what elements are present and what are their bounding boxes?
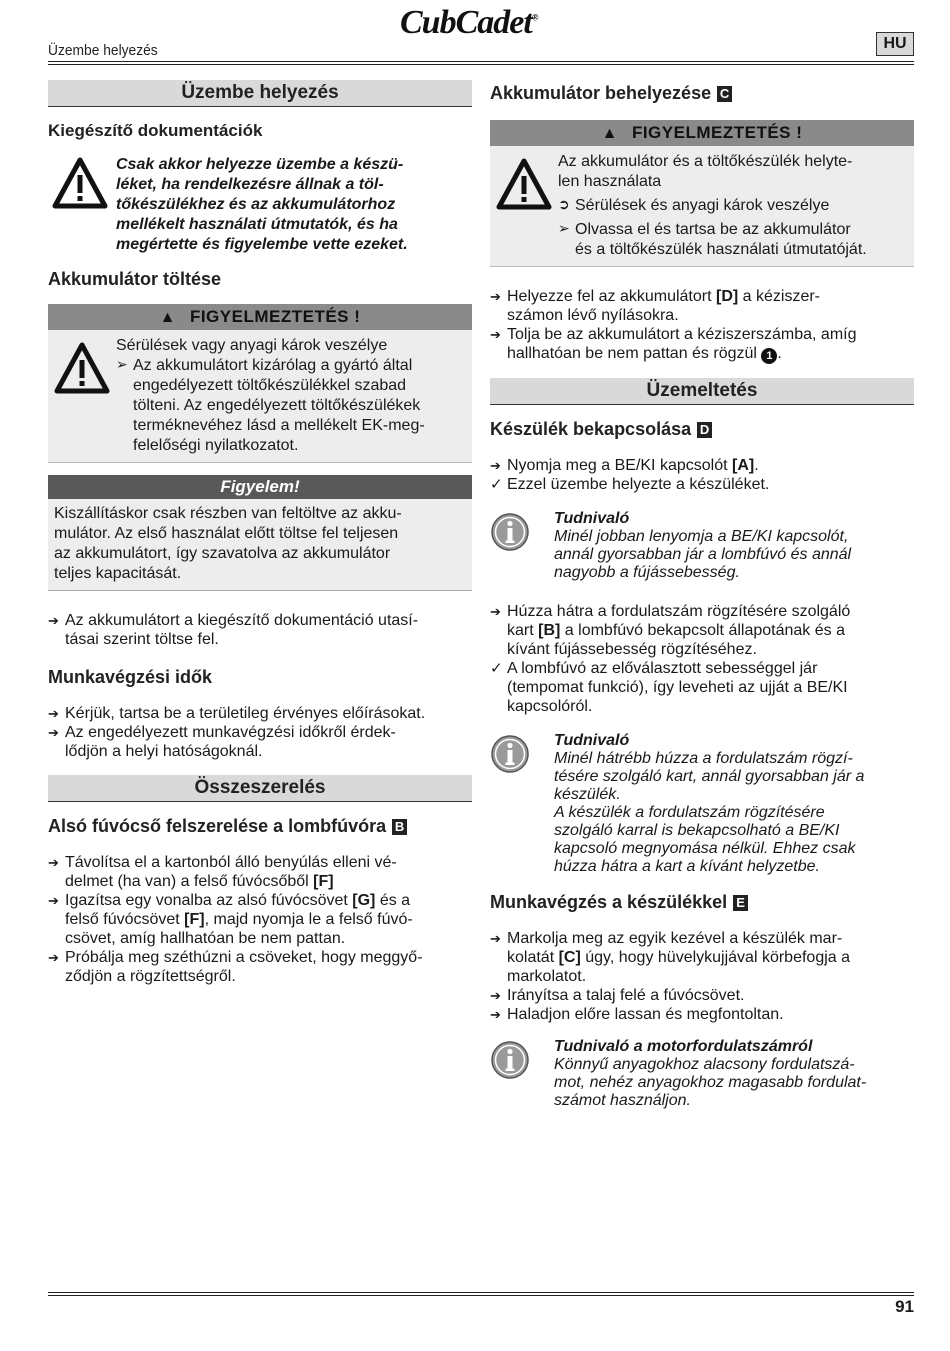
beh-s1-a: Helyezze fel az akkumulátort	[507, 288, 716, 305]
bekap-title	[490, 419, 914, 440]
attention-body	[48, 499, 472, 591]
kieg-line-4: mellékelt használati útmutatók, és ha	[116, 216, 398, 233]
warn1-sub-3: tölteni. Az engedélyezett töltőkészülékek	[133, 397, 421, 414]
kieg-line-5: megértette és figyelembe vette ezeket.	[116, 236, 408, 253]
bekap-s2-b: kart	[507, 622, 539, 639]
check-icon: ✓	[490, 660, 503, 677]
arrow-icon: ➔	[48, 706, 59, 721]
arrow-icon: ➔	[48, 950, 59, 965]
also-s2-ref-g: [G]	[352, 892, 376, 909]
bekap-r2-line-2: (tempomat funkció), így leveheti az ujját a BE/KI	[507, 679, 848, 696]
warn2-danger: Sérülések és anyagi károk veszélye	[575, 197, 830, 214]
bekap-s2-line-2	[507, 621, 914, 640]
also-title-text: Alsó fúvócső felszerelése a lombfúvóra	[48, 816, 387, 836]
info-icon	[490, 512, 530, 552]
bekap-s1	[507, 456, 914, 475]
note-1-line-2: annál gyorsabban jár a lombfúvó és annál	[554, 546, 852, 563]
arrow-icon: ➔	[48, 893, 59, 908]
kieg-title: Kiegészítő dokumentációk	[48, 121, 263, 140]
running-header: Üzembe helyezés	[48, 42, 158, 59]
warning-box-1	[48, 304, 472, 463]
warning-body	[48, 330, 472, 462]
arrow-icon: ➔	[48, 855, 59, 870]
also-s3-line-1: Próbálja meg széthúzni a csöveket, hogy meggyő-	[65, 949, 423, 966]
also-s2-ref-f: [F]	[184, 911, 205, 928]
warning-triangle-icon: ▲	[159, 309, 176, 326]
note-2-line-3: készülék.	[554, 786, 621, 803]
step-also-1	[48, 853, 472, 891]
section-bar-uzemeltetes: Üzemeltetés	[490, 378, 914, 405]
warn2-line-2: len használata	[558, 173, 662, 190]
kieg-line-2: léket, ha rendelkezésre állnak a töl-	[116, 176, 384, 193]
step-munkaido-2	[48, 723, 472, 761]
bekap-r1: Ezzel üzembe helyezte a készüléket.	[507, 476, 770, 493]
also-s2-line-3: csövet, amíg hallhatóan be nem pattan.	[65, 930, 346, 947]
arrow-icon: ➔	[490, 1007, 501, 1022]
logo-text: CubCadet	[400, 4, 532, 41]
bekap-r2-line-1: A lombfúvó az előválasztott sebességgel jár	[507, 660, 818, 677]
arrow-icon: ➔	[490, 604, 501, 619]
warning-header-label: FIGYELMEZTETÉS !	[631, 123, 803, 142]
munka-s3: Haladjon előre lassan és megfontoltan.	[507, 1006, 784, 1023]
warning-triangle-icon: ▲	[601, 125, 618, 142]
step-toltes-line-2: tásai szerint töltse fel.	[65, 631, 219, 648]
kieg-warning	[48, 155, 472, 255]
figure-ref-e: E	[733, 895, 748, 911]
step-munka-2	[490, 986, 914, 1005]
step-bekap-1	[490, 456, 914, 475]
beh-s1-line-1	[507, 287, 914, 306]
step-also-3	[48, 948, 472, 986]
akku-beh-title-text: Akkumulátor behelyezése	[490, 83, 712, 103]
warning-body	[490, 146, 914, 266]
header-rule	[48, 61, 914, 65]
also-s2-c: és a	[375, 892, 411, 909]
chevron-right-icon: ➢	[558, 220, 570, 236]
munka-s1-line-2	[507, 948, 914, 967]
section-bar-osszeszereles: Összeszerelés	[48, 775, 472, 802]
section-bar-uzembe: Üzembe helyezés	[48, 80, 472, 107]
step-bekap-2	[490, 602, 914, 659]
warn2-sub-2: és a töltőkészülék használati útmutatóját.	[575, 241, 867, 258]
attention-header: Figyelem!	[48, 475, 472, 499]
step-beh-2	[490, 325, 914, 364]
munka-s1-d: úgy, hogy hüvelykujjával körbefogja a	[580, 949, 851, 966]
note-2-title: Tudnivaló	[554, 732, 630, 749]
step-toltes-line-1: Az akkumulátort a kiegészítő dokumentáció utasí-	[65, 612, 419, 629]
warning-triangle-icon	[496, 158, 552, 210]
warning-instruction	[558, 220, 906, 260]
warn2-sub-1: Olvassa el és tartsa be az akkumulátor	[575, 221, 851, 238]
warning-header	[490, 120, 914, 146]
munka-title	[490, 892, 914, 913]
warning-triangle-icon	[54, 342, 110, 394]
munka-title-text: Munkavégzés a készülékkel	[490, 892, 728, 912]
note-3-title: Tudnivaló a motorfordulatszámról	[554, 1038, 813, 1055]
also-s2-f: , majd nyomja le a felső fúvó-	[204, 911, 413, 928]
chevron-right-icon: ➢	[116, 356, 128, 372]
note-3	[490, 1038, 914, 1110]
note-1-title: Tudnivaló	[554, 510, 630, 527]
beh-s2-c: .	[777, 345, 782, 362]
step-toltes	[48, 611, 472, 649]
warning-triangle-icon	[52, 157, 108, 209]
akku-toltes-title: Akkumulátor töltése	[48, 269, 222, 289]
step-munka-1	[490, 929, 914, 986]
att-line-1: Kiszállításkor csak részben van feltöltve az akku-	[54, 505, 402, 522]
note-2-line-7: húzza hátra a kart a kívánt helyzetbe.	[554, 858, 820, 875]
figure-ref-c: C	[717, 86, 732, 102]
check-icon: ✓	[490, 476, 503, 493]
also-s2-line-2	[65, 910, 472, 929]
page-number: 91	[895, 1297, 914, 1316]
beh-s2-b: hallhatóan be nem pattan és rögzül	[507, 345, 762, 362]
bekap-s1-a: Nyomja meg a BE/KI kapcsolót	[507, 457, 732, 474]
info-icon	[490, 734, 530, 774]
munka-s2: Irányítsa a talaj felé a fúvócsövet.	[507, 987, 745, 1004]
note-2-line-1: Minél hátrébb húzza a fordulatszám rögzí-	[554, 750, 853, 767]
warning-danger	[558, 196, 906, 216]
left-column	[48, 80, 472, 986]
att-line-4: teljes kapacitását.	[54, 565, 182, 582]
note-2-line-5: szolgáló karral is bekapcsolható a BE/KI	[554, 822, 840, 839]
also-s3-line-2: ződjön a rögzítettségről.	[65, 968, 236, 985]
logo-mark: ®	[531, 12, 538, 23]
warning-box-2	[490, 120, 914, 267]
beh-s2-line-1: Tolja be az akkumulátort a kéziszerszámba, amíg	[507, 326, 857, 343]
note-3-line-2: mot, nehéz anyagokhoz magasabb fordulat-	[554, 1074, 867, 1091]
kieg-line-3: tőkészülékhez és az akkumulátorhoz	[116, 196, 396, 213]
warn1-sub-5: felelőségi nyilatkozatot.	[133, 437, 299, 454]
also-s2-d: felső fúvócsövet	[65, 911, 185, 928]
munka-s1-line-3: markolatot.	[507, 968, 587, 985]
beh-s2-line-2	[507, 344, 914, 364]
figure-ref-b: B	[392, 819, 407, 835]
bekap-s1-ref: [A]	[731, 457, 755, 474]
att-line-2: mulátor. Az első használat előtt töltse fel teljesen	[54, 525, 399, 542]
note-3-line-3: számot használjon.	[554, 1092, 691, 1109]
warning-header-label: FIGYELMEZTETÉS !	[189, 307, 361, 326]
info-icon	[490, 1040, 530, 1080]
munka-s1-ref: [C]	[558, 949, 581, 966]
bekap-s2-d: a lombfúvó bekapcsolt állapotának és a	[560, 622, 845, 639]
note-1	[490, 510, 914, 582]
beh-s1-ref: [D]	[715, 288, 739, 305]
danger-arrow-icon: ➲	[558, 196, 570, 212]
beh-s1-c: a kéziszer-	[738, 288, 820, 305]
step-beh-1	[490, 287, 914, 325]
kieg-line-1: Csak akkor helyezze üzembe a készü-	[116, 156, 404, 173]
bekap-title-text: Készülék bekapcsolása	[490, 419, 692, 439]
munkaido-title: Munkavégzési idők	[48, 667, 213, 687]
note-2-line-6: kapcsoló megnyomása nélkül. Ehhez csak	[554, 840, 856, 857]
warn1-sub-1: Az akkumulátort kizárólag a gyártó által	[133, 357, 413, 374]
note-2-line-4: A készülék a fordulatszám rögzítésére	[554, 804, 825, 821]
figure-ref-d: D	[697, 422, 712, 438]
arrow-icon: ➔	[490, 931, 501, 946]
munka-s1-line-1: Markolja meg az egyik kezével a készülék mar-	[507, 930, 843, 947]
also-s1-text: delmet (ha van) a felső fúvócsőből	[65, 873, 314, 890]
brand-logo	[400, 4, 538, 42]
warning-instruction	[116, 356, 464, 456]
note-2	[490, 732, 914, 876]
warning-header	[48, 304, 472, 330]
also-s2-line-1	[65, 891, 472, 910]
warn1-sub-4: terméknevéhez lásd a mellékelt EK-meg-	[133, 417, 425, 434]
language-badge: HU	[876, 32, 914, 56]
note-1-line-1: Minél jobban lenyomja a BE/KI kapcsolót,	[554, 528, 849, 545]
munkaido-step-2b: lődjön a helyi hatóságoknál.	[65, 743, 263, 760]
warning-text: Sérülések vagy anyagi károk veszélye	[116, 337, 388, 354]
also-s1-ref: [F]	[313, 873, 334, 890]
note-1-line-3: nagyobb a fújássebesség.	[554, 564, 740, 581]
note-2-line-2: tésére szolgáló kart, annál gyorsabban jár a	[554, 768, 865, 785]
munka-s1-b: kolatát	[507, 949, 559, 966]
akku-beh-title	[490, 80, 914, 106]
note-3-line-1: Könnyű anyagokhoz alacsony fordulatszá-	[554, 1056, 855, 1073]
munkaido-step-2a: Az engedélyezett munkavégzési időkről érdek-	[65, 724, 396, 741]
arrow-icon: ➔	[490, 988, 501, 1003]
also-title	[48, 816, 472, 837]
step-also-2	[48, 891, 472, 948]
step-munka-3	[490, 1005, 914, 1024]
position-number: 1	[766, 350, 773, 362]
bekap-s1-c: .	[754, 457, 759, 474]
warn1-sub-2: engedélyezett töltőkészülékkel szabad	[133, 377, 407, 394]
arrow-icon: ➔	[48, 613, 59, 628]
bekap-s2-ref: [B]	[538, 622, 561, 639]
also-s2-a: Igazítsa egy vonalba az alsó fúvócsövet	[65, 892, 353, 909]
position-number-badge	[761, 348, 777, 364]
bekap-s2-line-3: kívánt fújássebesség rögzítéséhez.	[507, 641, 757, 658]
munkaido-step-1: Kérjük, tartsa be a területileg érvényes előírásokat.	[65, 705, 426, 722]
bekap-s2-line-1: Húzza hátra a fordulatszám rögzítésére szolgáló	[507, 603, 851, 620]
beh-s1-line-2: számon lévő nyílásokra.	[507, 307, 679, 324]
result-bekap-2	[490, 659, 914, 716]
result-bekap-1	[490, 475, 914, 494]
footer-rule	[48, 1292, 914, 1296]
arrow-icon: ➔	[48, 725, 59, 740]
bekap-r2-line-3: kapcsolóról.	[507, 698, 593, 715]
arrow-icon: ➔	[490, 458, 501, 473]
arrow-icon: ➔	[490, 327, 501, 342]
also-s1-line-2	[65, 872, 472, 891]
step-munkaido-1	[48, 704, 472, 723]
att-line-3: az akkumulátort, így szavatolva az akkumulátor	[54, 545, 391, 562]
arrow-icon: ➔	[490, 289, 501, 304]
warn2-line-1: Az akkumulátor és a töltőkészülék helyte-	[558, 153, 853, 170]
right-column	[490, 80, 914, 1110]
also-s1-line-1: Távolítsa el a kartonból álló benyúlás elleni vé-	[65, 854, 397, 871]
